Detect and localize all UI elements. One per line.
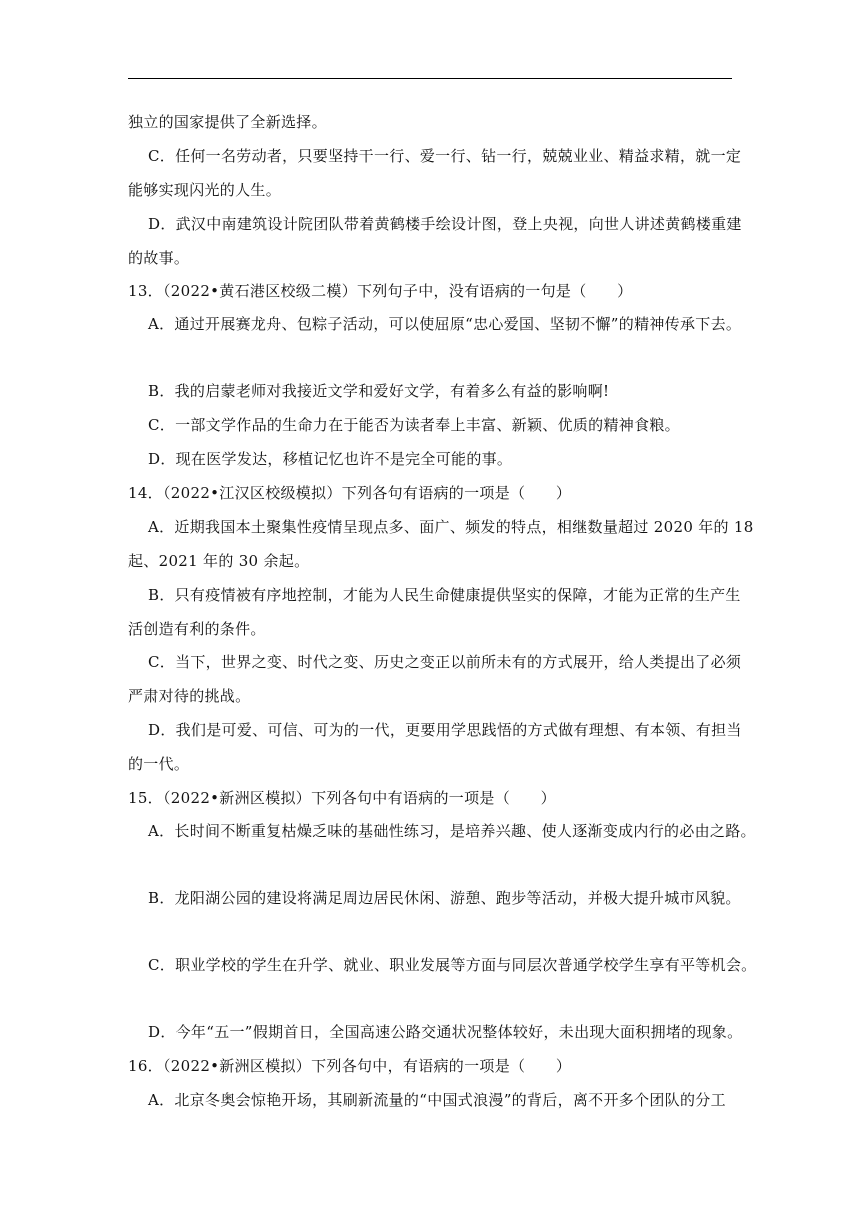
question-16-title: 16．（2022•新洲区模拟）下列各句中，有语病的一项是（ ） [128, 1057, 572, 1075]
q13-option-c: C．一部文学作品的生命力在于能否为读者奉上丰富、新颖、优质的精神食粮。 [148, 416, 680, 434]
text-line: 的故事。 [128, 249, 190, 267]
q14-option-d: D．我们是可爱、可信、可为的一代，更要用学思践悟的方式做有理想、有本领、有担当 [148, 721, 742, 739]
q13-option-d: D．现在医学发达，移植记忆也许不是完全可能的事。 [148, 450, 513, 468]
option-d-line: D．武汉中南建筑设计院团队带着黄鹤楼手绘设计图，登上央视，向世人讲述黄鹤楼重建 [148, 215, 742, 233]
q15-option-a: A．长时间不断重复枯燥乏味的基础性练习，是培养兴趣、使人逐渐变成内行的必由之路。 [148, 822, 756, 840]
text-line: 独立的国家提供了全新选择。 [128, 113, 327, 131]
text-line: 严肃对待的挑战。 [128, 687, 251, 705]
text-line: 活创造有利的条件。 [128, 620, 266, 638]
q15-option-d: D．今年“五一”假期首日，全国高速公路交通状况整体较好，未出现大面积拥堵的现象。 [148, 1023, 743, 1041]
text-line: 起、2021 年的 30 余起。 [128, 552, 310, 570]
q15-option-b: B．龙阳湖公园的建设将满足周边居民休闲、游憩、跑步等活动，并极大提升城市风貌。 [148, 889, 741, 907]
q14-option-a: A．近期我国本土聚集性疫情呈现点多、面广、频发的特点，相继数量超过 2020 年的 18 [148, 518, 754, 536]
q14-option-b: B．只有疫情被有序地控制，才能为人民生命健康提供坚实的保障，才能为正常的生产生 [148, 586, 741, 604]
text-line: 的一代。 [128, 755, 190, 773]
q16-option-a: A．北京冬奥会惊艳开场，其刷新流量的“中国式浪漫”的背后，离不开多个团队的分工 [148, 1091, 726, 1109]
q13-option-a: A．通过开展赛龙舟、包粽子活动，可以使屈原“忠心爱国、坚韧不懈”的精神传承下去。 [148, 315, 742, 333]
question-15-title: 15．（2022•新洲区模拟）下列各句中有语病的一项是（ ） [128, 789, 556, 807]
q13-option-b: B．我的启蒙老师对我接近文学和爱好文学，有着多么有益的影响啊! [148, 382, 610, 400]
text-line: 能够实现闪光的人生。 [128, 181, 282, 199]
option-c-line: C．任何一名劳动者，只要坚持干一行、爱一行、钻一行，兢兢业业、精益求精，就一定 [148, 147, 742, 165]
question-14-title: 14．（2022•江汉区校级模拟）下列各句有语病的一项是（ ） [128, 484, 572, 502]
question-13-title: 13．（2022•黄石港区校级二模）下列句子中，没有语病的一句是（ ） [128, 282, 633, 300]
q14-option-c: C．当下，世界之变、时代之变、历史之变正以前所未有的方式展开，给人类提出了必须 [148, 653, 742, 671]
q15-option-c: C．职业学校的学生在升学、就业、职业发展等方面与同层次普通学校学生享有平等机会。 [148, 956, 757, 974]
